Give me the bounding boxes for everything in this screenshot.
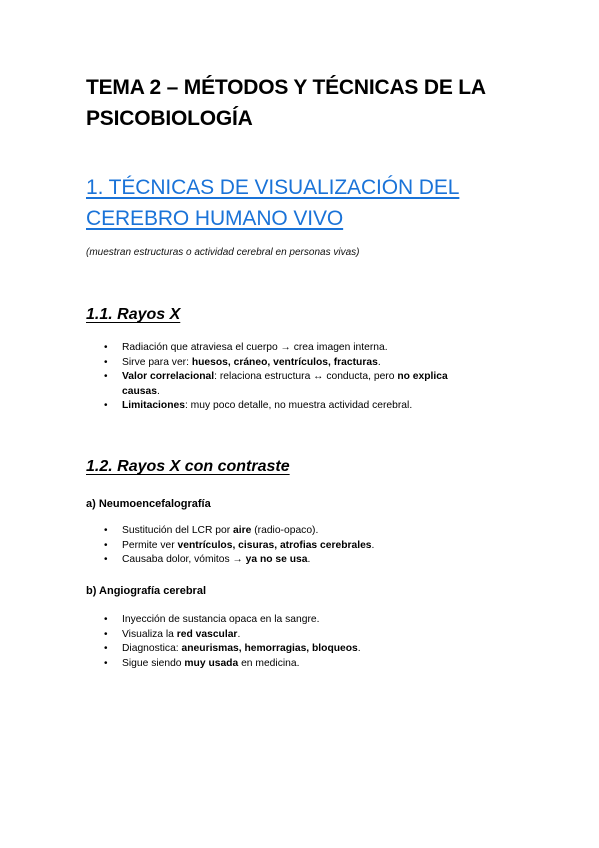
list-item-bold-text: Valor correlacional [122,371,215,383]
list-item [0,628,599,643]
list-item-text: . [156,385,160,397]
angiografia-list [0,613,599,671]
list-item-bold-text: no explica causas [122,371,448,397]
bullet-icon: • [104,657,108,669]
list-item [0,657,599,672]
list-item [0,553,599,568]
subsection-rayos-x-heading: 1.1. Rayos X [86,306,181,323]
section-1-heading-text[interactable]: 1. TÉCNICAS DE VISUALIZACIÓN DEL CEREBRO HUMANO VIVO [86,176,460,230]
rayos-x-list [0,341,599,414]
list-item [0,370,599,399]
bullet-icon: • [104,643,108,655]
list-item-bold-text: ya no se usa [245,554,308,566]
list-item-text: : muy poco detalle, no muestra actividad cerebral. [184,400,413,412]
list-item [0,613,599,628]
list-item [0,356,599,371]
list-item-bold-text: aneurismas, hemorragias, bloqueos [181,643,358,655]
bullet-icon: • [104,614,108,625]
subsection-rayos-x-contraste-heading: 1.2. Rayos X con contraste [86,458,290,475]
list-item-text: . [377,356,381,368]
list-item-bold-text: red vascular [176,628,238,640]
list-item-text: Causaba dolor, vómitos → [122,554,246,566]
list-item-bold-text: Limitaciones [122,400,185,412]
list-item-text: . [307,554,311,566]
bullet-icon: • [104,342,108,353]
list-item-text: . [357,643,361,655]
list-item-bold-text: huesos, cráneo, ventrículos, fracturas [191,356,378,368]
bullet-icon: • [104,371,108,383]
list-item [0,642,599,657]
list-item-text: : relaciona estructura ↔ conducta, pero [214,371,398,383]
list-item [0,524,599,539]
angiografia-heading: b) Angiografía cerebral [86,585,207,597]
list-item-text: Sirve para ver: [122,356,192,368]
bullet-icon: • [104,539,108,551]
list-item-text: Permite ver [122,539,178,551]
bullet-icon: • [104,554,108,566]
list-item-text: (radio-opaco). [251,525,319,536]
list-item-bold-text: muy usada [184,657,239,669]
list-item-text: Sigue siendo [122,657,185,669]
list-item-text: Radiación que atraviesa el cuerpo → crea imagen interna. [122,342,388,353]
bullet-icon: • [104,400,108,412]
neumoencefalografia-heading: a) Neumoencefalografía [86,498,211,510]
list-item-text: . [371,539,375,551]
section-1-note: (muestran estructuras o actividad cerebral en personas vivas) [86,247,360,258]
neumoencefalografia-list [0,524,599,568]
list-item [0,341,599,356]
section-1-heading[interactable] [86,172,526,234]
document-title: TEMA 2 – MÉTODOS Y TÉCNICAS DE LA PSICOBIOLOGÍA [86,76,486,130]
list-item-text: Visualiza la [122,628,177,640]
list-item [0,399,599,414]
bullet-icon: • [104,356,108,368]
bullet-icon: • [104,525,108,536]
list-item-text: Inyección de sustancia opaca en la sangre. [122,614,320,625]
list-item-text: Diagnostica: [122,643,182,655]
list-item-bold-text: ventrículos, cisuras, atrofias cerebrales [177,539,372,551]
list-item-text: en medicina. [238,657,300,669]
list-item-text: Sustitución del LCR por [122,525,234,536]
list-item [0,539,599,554]
list-item-text: . [237,628,241,640]
list-item-bold-text: aire [233,525,252,536]
bullet-icon: • [104,628,108,640]
